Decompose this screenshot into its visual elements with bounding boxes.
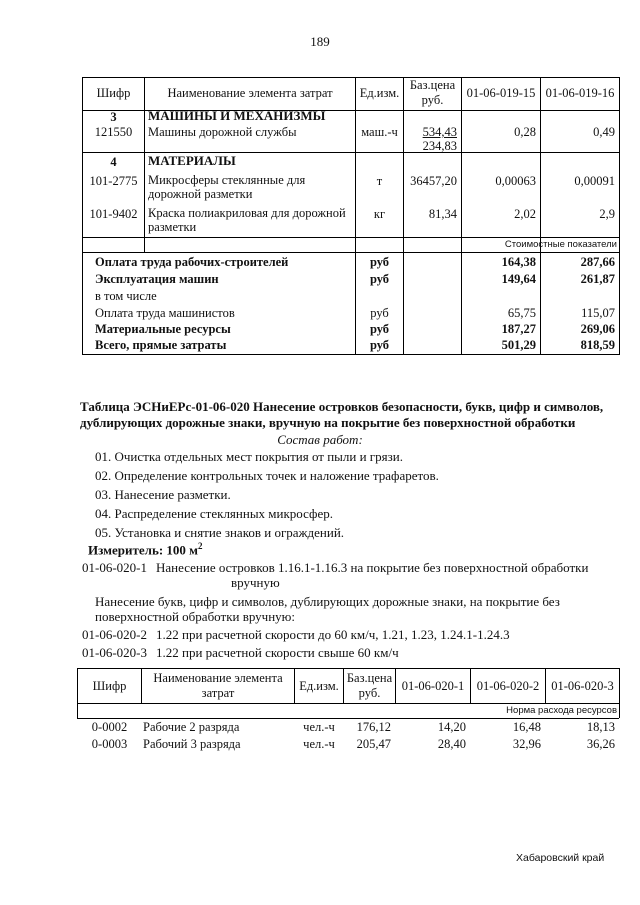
summary-unit: руб <box>369 255 390 269</box>
summary-value-1: 164,38 <box>501 255 536 269</box>
summary-name: Всего, прямые затраты <box>95 338 227 352</box>
page-number: 189 <box>310 34 330 49</box>
summary-value-2: 287,66 <box>580 255 615 269</box>
row-price: 81,34 <box>428 207 457 221</box>
table-title-line1: Таблица ЭСНиЕРс-01-06-020 Нанесение островков безопасности, букв, цифр и символов, <box>80 399 604 414</box>
row-unit: чел.-ч <box>303 737 335 751</box>
row-name: Машины дорожной службы <box>148 125 297 139</box>
item-description: 1.22 при расчетной скорости до 60 км/ч, 1.21, 1.23, 1.24.1-1.24.3 <box>156 627 510 642</box>
works-list <box>95 447 439 542</box>
col-header-020-1: 01-06-020-1 <box>401 679 465 693</box>
summary-unit: руб <box>369 322 390 336</box>
row-price-top: 534,43 <box>422 125 457 139</box>
row-name: Рабочий 3 разряда <box>143 737 241 751</box>
row-price-bottom: 234,83 <box>422 139 457 153</box>
row-name: Рабочие 2 разряда <box>143 720 240 734</box>
row-code: 121550 <box>94 125 133 139</box>
summary-value-2: 261,87 <box>580 272 615 286</box>
list-item: 02. Определение контрольных точек и наложение трафаретов. <box>95 468 439 483</box>
summary-unit: руб <box>370 306 389 320</box>
summary-name: в том числе <box>95 289 157 303</box>
measure-unit: Измеритель: 100 $м^2$ <box>88 541 203 558</box>
col-header-price: Баз.цена руб. <box>346 671 393 700</box>
item-description: 1.22 при расчетной скорости свыше 60 км/ч <box>156 645 399 660</box>
item-description: Нанесение островков 1.16.1-1.16.3 на покрытие без поверхностной обработки вручную <box>156 560 589 590</box>
row-code: 0-0003 <box>91 737 128 751</box>
col-header-020-3: 01-06-020-3 <box>551 679 614 693</box>
summary-value-2: 818,59 <box>580 338 615 352</box>
section-code: 4 <box>110 155 117 169</box>
summary-value-1: 187,27 <box>501 322 536 336</box>
row-value-2: 16,48 <box>512 720 541 734</box>
summary-name: Оплата труда рабочих-строителей <box>95 255 289 269</box>
summary-value-2: 115,07 <box>581 306 615 320</box>
summary-unit: руб <box>369 338 390 352</box>
list-item: 03. Нанесение разметки. <box>95 487 231 502</box>
group-description: Нанесение букв, цифр и символов, дублирующих дорожные знаки, на покрытие без поверхностной обработки вручную: <box>95 594 560 624</box>
col-header-code: Шифр <box>96 86 131 100</box>
row-value-1: 0,00063 <box>495 174 536 188</box>
norm-label: Норма расхода ресурсов <box>506 705 617 716</box>
row-unit: чел.-ч <box>303 720 335 734</box>
row-value-3: 18,13 <box>586 720 615 734</box>
row-unit: кг <box>373 207 386 221</box>
row-value-1: 0,28 <box>514 125 536 139</box>
item-code: 01-06-020-3 <box>82 645 147 660</box>
footer-region: Хабаровский край <box>516 852 605 864</box>
item-code: 01-06-020-1 <box>82 560 147 575</box>
works-title: Состав работ: <box>277 432 363 447</box>
col-header-019-16: 01-06-019-16 <box>545 86 615 100</box>
row-name: Краска полиакриловая для дорожной разметки <box>148 206 346 234</box>
col-header-unit: Ед.изм. <box>299 679 339 693</box>
summary-name: Оплата труда машинистов <box>95 306 235 320</box>
row-price: 205,47 <box>356 737 391 751</box>
cost-indicators-label: Стоимостные показатели <box>504 239 617 250</box>
summary-value-1: 149,64 <box>501 272 536 286</box>
section-title: МАТЕРИАЛЫ <box>148 153 236 168</box>
row-price: 36457,20 <box>410 174 457 188</box>
summary-value-1: 65,75 <box>507 306 536 320</box>
col-header-020-2: 01-06-020-2 <box>476 679 540 693</box>
row-unit: т <box>376 174 383 188</box>
row-name: Микросферы стеклянные для дорожной разметки <box>148 173 306 201</box>
row-value-3: 36,26 <box>586 737 615 751</box>
list-item: 05. Установка и снятие знаков и ограждений. <box>95 525 345 540</box>
summary-name: Материальные ресурсы <box>95 322 231 336</box>
row-value-2: 32,96 <box>512 737 541 751</box>
row-price: 176,12 <box>356 720 391 734</box>
row-value-1: 14,20 <box>437 720 466 734</box>
col-header-name: Наименование элемента затрат <box>153 671 283 700</box>
summary-name: Эксплуатация машин <box>95 272 219 286</box>
col-header-unit: Ед.изм. <box>359 86 400 100</box>
item-code: 01-06-020-2 <box>82 627 147 642</box>
summary-value-1: 501,29 <box>501 338 536 352</box>
section-title: МАШИНЫ И МЕХАНИЗМЫ <box>148 108 326 123</box>
col-header-019-15: 01-06-019-15 <box>466 86 536 100</box>
section-code: 3 <box>110 110 117 124</box>
row-unit: маш.-ч <box>361 125 398 139</box>
list-item: 04. Распределение стеклянных микросфер. <box>95 506 333 521</box>
row-code: 101-2775 <box>89 174 138 188</box>
col-header-code: Шифр <box>92 679 127 693</box>
row-code: 101-9402 <box>89 207 138 221</box>
row-value-2: 2,9 <box>599 207 615 221</box>
row-value-1: 28,40 <box>437 737 466 751</box>
col-header-name: Наименование элемента затрат <box>167 86 333 100</box>
row-value-1: 2,02 <box>514 207 536 221</box>
row-value-2: 0,49 <box>593 125 615 139</box>
table-title-line2: дублирующих дорожные знаки, вручную на покрытие без поверхностной обработки <box>80 415 576 430</box>
summary-unit: руб <box>369 272 390 286</box>
list-item: 01. Очистка отдельных мест покрытия от пыли и грязи. <box>95 449 403 464</box>
row-code: 0-0002 <box>91 720 128 734</box>
col-header-price: Баз.цена руб. <box>409 78 456 107</box>
row-value-2: 0,00091 <box>574 174 615 188</box>
summary-value-2: 269,06 <box>580 322 615 336</box>
